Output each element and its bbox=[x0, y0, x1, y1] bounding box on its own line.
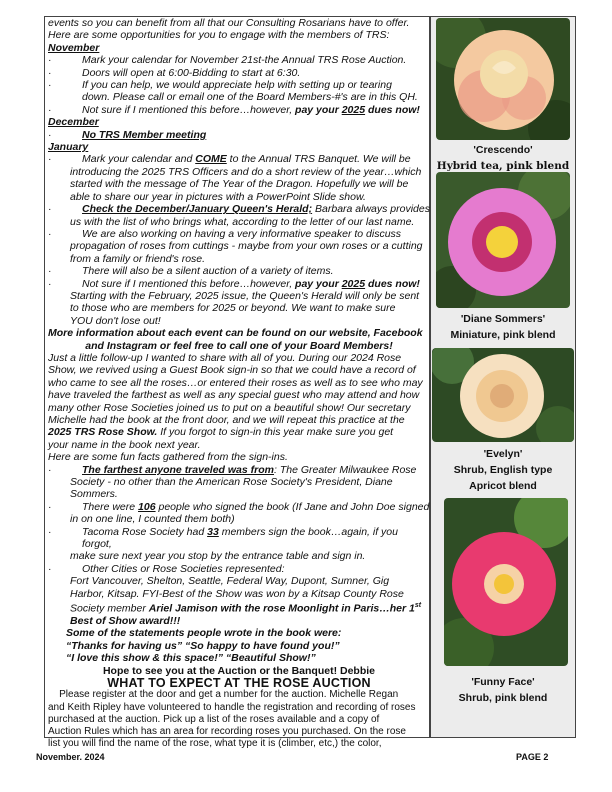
list-item: · No TRS Member meeting bbox=[48, 128, 207, 141]
list-item: · We are also working on having a very informative speaker to discuss bbox=[48, 227, 402, 240]
guestbook-line: Here are some fun facts gathered from the sign-ins. bbox=[48, 451, 288, 464]
more-info-line: and Instagram or feel free to call one of your Board Members! bbox=[85, 339, 393, 352]
statements-heading: Some of the statements people wrote in the book were: bbox=[66, 627, 342, 640]
list-item: · There will also be a silent auction of a variety of items. bbox=[48, 265, 334, 278]
rose-caption-funny-face: 'Funny Face' Shrub, pink blend bbox=[458, 676, 548, 704]
statement-quote: “Thanks for having us” “So happy to have found you!” bbox=[66, 639, 340, 652]
list-item: · The farthest anyone traveled was from: The Greater Milwaukee Rose bbox=[48, 463, 417, 476]
signoff: Hope to see you at the Auction or the Banquet! Debbie bbox=[102, 664, 376, 677]
list-item: · Not sure if I mentioned this before…however, pay your 2025 dues now! bbox=[48, 277, 420, 290]
guestbook-emphasis: 2025 TRS Rose Show. bbox=[48, 426, 158, 439]
intro-line: Here are some opportunities for you to engage with the members of TRS: bbox=[48, 29, 390, 42]
rose-photo-crescendo bbox=[436, 18, 570, 140]
page-number: PAGE 2 bbox=[516, 752, 549, 762]
statement-quote: “I love this show & this space!” “Beautiful Show!” bbox=[66, 652, 316, 665]
section-heading-december: December bbox=[48, 116, 99, 129]
list-item: · Check the December/January Queen's Herald; Barbara always provides bbox=[48, 203, 430, 216]
auction-heading: WHAT TO EXPECT AT THE ROSE AUCTION bbox=[107, 676, 371, 691]
rose-caption-crescendo: 'Crescendo' Hybrid tea, pink blend bbox=[436, 144, 570, 172]
more-info-line: More information about each event can be found on our website, Facebook bbox=[48, 327, 423, 340]
list-item: · Other Cities or Rose Societies represented: bbox=[48, 562, 285, 575]
guestbook-line: many other Rose Societies joined us to put on a beautiful show! Our secretary bbox=[48, 401, 411, 414]
list-item: · If you can help, we would appreciate help with setting up or tearing bbox=[48, 79, 392, 92]
list-item: down. Please call or email one of the Board Members-#'s are in this QH. bbox=[82, 91, 418, 104]
guestbook-line: Michelle had the book at the front door, and we will repeat this practice at the bbox=[48, 414, 405, 426]
list-item: · Mark your calendar and COME to the Annual TRS Banquet. We will be bbox=[48, 153, 411, 166]
footer-date: November. 2024 bbox=[36, 752, 105, 762]
article-body: events so you can benefit from all that our Consulting Rosarians have to offer. Here are some opportunities for you to engage with the members of TRS: November · Mark your calendar for November 21st-the Annual TRS Rose Auction. · Doors will open at 6:00-Bidding to start at 6:30. · If you can help, we would appreciate help with setting up or tearing down. Please call or email one of the Board Members-#'s are in this QH. · Not sure if I mentioned this before…however, pay your 2025 dues now! December · No TRS Member meeting January · Mark your calendar and COME to the Annual TRS Banquet. We will be introducing the 2025 TRS Officers and do a short review of the year…which started with the message of The Year of the Dragon. Hopefully we will be able to share our year in pictures with a PowerPoint Slide show. · Check the December/January Queen's Herald; Barbara always provides us with the list of who brings what, according to the letter of our last name. · We are also working on having a very informative speaker to discuss propagation of roses from cuttings - maybe from your own roses or a cutting from a family or friend's rose. · There will also be a silent auction of a variety of items. · Not sure if I mentioned this before…however, pay your 2025 dues now! Starting with the February, 2025 issue, the Queen's Herald will only be sent to those who are members for 2025 or beyond. We want to make sure YOU don't lose out! More information about each event can be found on our website, Facebook and Instagram or feel free to call one of your Board Members! Just a little follow-up I wanted to share with all of you. During our 2024 Rose Show, we revived using a Guest Book sign-in so that we could have a record of who came to see all the roses…or entered their roses as well as to see who may have traveled the farthest as well as any special guest who may attend and how many other Rose Societies joined us to put on a beautiful show! Our secretary Michelle had the book at the front door, and we will repeat this practice at the 2025 TRS Rose Show. If you forgot to sign-in this year make sure you get your name in the book next year. Here are some fun facts gathered from the sign-ins. · The farthest anyone traveled was from: The Greater Milwaukee Rose Society - no other than the American Rose Society's President, Diane Sommers. · There were 106 people who signed the book (If Jane and John Doe signed in on one line, I counted them both) · Tacoma Rose Society had 33 members sign the book…again, if you forgot, make sure next year you stop by the entrance table and sign in. · Other Cities or Rose Societies represented: Fort Vancouver, Shelton, Seattle, Federal Way, Dupont, Sumner, Gig Harbor, Kitsap. FYI-Best of the Show was won by a Kitsap County Rose Society member Ariel Jamison with the rose Moonlight in Paris…her 1st Best of Show award!!! Some of the statements people wrote in the book were: “Thanks for having us” “So happy to have found you!” “I love this show & this space!” “Beautiful Show!” Hope to see you at the Auction or the Banquet! Debbie WHAT TO EXPECT AT THE ROSE AUCTION Please register at the door and get a number for the auction. Michelle Regan and Keith Ripley have volunteered to handle the registration and recording of roses purchased at the auction. Pick up a list of the roses available and a copy of Auction Rules which has an area for recording roses you purchased. On the rose list you will find the name of the rose, what type it is (climber, etc,) the color, bbox=[48, 17, 430, 750]
intro-line: events so you can benefit from all that our Consulting Rosarians have to offer. bbox=[48, 17, 410, 29]
rose-photo-diane-sommers bbox=[436, 172, 570, 308]
rose-stamens bbox=[486, 226, 518, 258]
guestbook-line: your name in the book next year. bbox=[48, 438, 201, 451]
rose-photo-funny-face bbox=[444, 498, 568, 666]
guestbook-line: Just a little follow-up I wanted to share with all of you. During our 2024 Rose bbox=[48, 351, 402, 364]
list-item: · Mark your calendar for November 21st-the Annual TRS Rose Auction. bbox=[48, 54, 407, 67]
list-item: · Doors will open at 6:00-Bidding to start at 6:30. bbox=[48, 66, 301, 79]
section-heading-january: January bbox=[48, 141, 89, 154]
rose-caption-diane-sommers: 'Diane Sommers' Miniature, pink blend bbox=[450, 313, 556, 341]
guestbook-line: who came to see all the roses…or entered their roses as well as to see who may bbox=[48, 376, 423, 389]
guestbook-line: Show, we revived using a Guest Book sign-in so that we could have a record of bbox=[48, 364, 416, 377]
guestbook-line: have traveled the farthest as well as any special guest who may attend and how bbox=[48, 389, 420, 402]
rose-caption-evelyn: 'Evelyn' Shrub, English type Apricot blend bbox=[453, 448, 553, 492]
auction-body: Please register at the door and get a number for the auction. Michelle Regan and Keith Ripley have volunteered to handle the registration and recording of roses purchased at the auction. Pick up a list of the roses available and a copy of Auction Rules which has an area for recording roses you purchased. On the rose list you will find the name of the rose, what type it is (climber, etc,) the color, bbox=[48, 689, 416, 750]
section-heading-november: November bbox=[48, 41, 100, 54]
rose-photo-evelyn bbox=[432, 348, 574, 442]
list-item: · Tacoma Rose Society had 33 members sign the book…again, if you forgot, bbox=[48, 525, 398, 551]
list-item: · There were 106 people who signed the book (If Jane and John Doe signed bbox=[48, 500, 430, 513]
list-item: · Not sure if I mentioned this before…however, pay your 2025 dues now! bbox=[48, 103, 420, 116]
